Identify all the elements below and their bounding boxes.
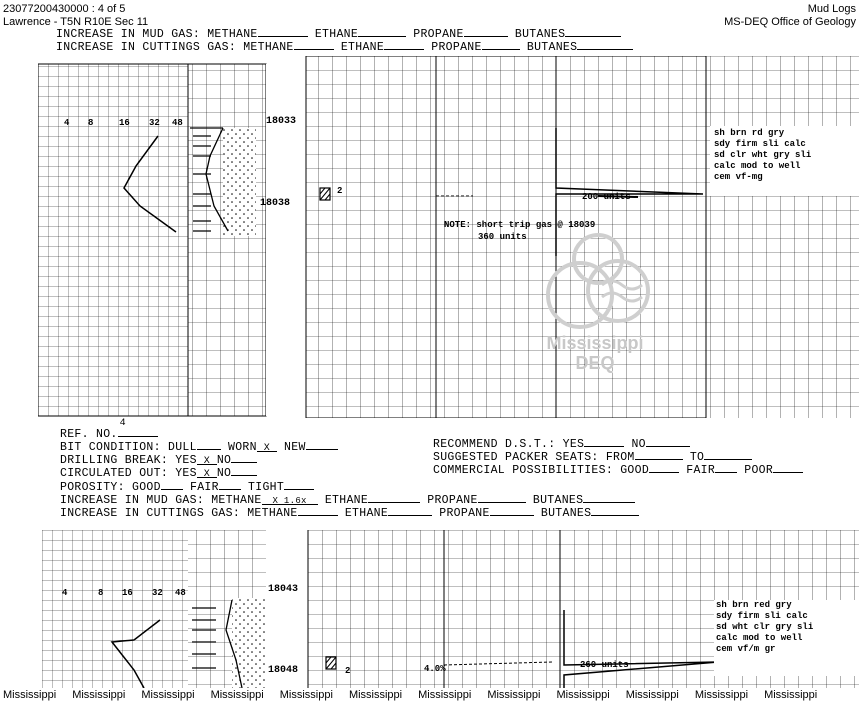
lower-lith-line: calc mod to well	[716, 633, 803, 643]
upper-lith-line: sh brn rd gry	[714, 128, 785, 138]
lower-sample-no: 2	[345, 666, 351, 676]
footer-item: Mississippi	[279, 689, 333, 701]
footer-item: Mississippi	[556, 689, 610, 701]
upper-depth-bottom: 18038	[260, 198, 291, 209]
new-label: NEW	[284, 441, 306, 454]
footer-item: Mississippi	[3, 689, 57, 701]
lower-lithology-description	[716, 600, 813, 655]
location-text: Lawrence - T5N R10E Sec 11	[3, 16, 149, 28]
worn-mark: X	[263, 443, 270, 454]
mid-mud-gas-methane-value: X 1.6x	[272, 496, 307, 506]
mid-form	[40, 418, 840, 530]
drilling-break-yes: YES	[175, 454, 197, 467]
upper-lith-line: calc mod to well	[714, 161, 801, 171]
upper-scale-48: 48	[172, 118, 183, 128]
upper-gas-value: 200 units	[582, 192, 631, 202]
circulated-yes-mark: X	[203, 469, 210, 480]
mid-mud-gas-butanes: BUTANES	[532, 494, 584, 507]
worn-label: WORN	[228, 441, 257, 454]
footer-item: Mississippi	[625, 689, 679, 701]
footer-watermark-strip	[0, 689, 859, 701]
mid-cuttings-label: INCREASE IN CUTTINGS GAS: METHANE	[60, 507, 298, 520]
top-mud-gas-butanes: BUTANES	[514, 28, 566, 41]
top-mud-gas-ethane: ETHANE	[314, 28, 359, 41]
watermark-line2: DEQ	[575, 353, 615, 373]
top-mud-gas-propane: PROPANE	[413, 28, 464, 41]
upper-lith-line: sd clr wht gry sli	[714, 150, 812, 160]
dst-label: RECOMMEND D.S.T.:	[433, 438, 556, 451]
circulated-out-yes: YES	[175, 467, 197, 480]
footer-item: Mississippi	[694, 689, 749, 701]
mdeq-logo-icon	[530, 225, 660, 335]
commercial-label: COMMERCIAL POSSIBILITIES: GOOD	[433, 464, 650, 477]
office-text: MS-DEQ Office of Geology	[724, 16, 856, 28]
lower-lith-line: sd wht clr gry sli	[716, 622, 814, 632]
lower-gas-pct: 4.0%	[424, 664, 446, 674]
footer-item: Mississippi	[141, 689, 195, 701]
watermark-line1: Mississippi	[546, 333, 644, 353]
lower-depth-top: 18043	[268, 584, 299, 595]
upper-scale-16: 16	[119, 118, 130, 128]
top-cuttings-ethane: ETHANE	[340, 41, 385, 54]
drilling-yes-mark: X	[203, 456, 210, 467]
document-id: 23077200430000 : 4 of 5	[3, 3, 126, 15]
drilling-break-no: NO	[216, 454, 232, 467]
mid-mud-gas-ethane: ETHANE	[324, 494, 369, 507]
footer-item: Mississippi	[764, 689, 818, 701]
upper-lith-line: sdy firm sli calc	[714, 139, 806, 149]
mdeq-watermark	[530, 225, 660, 375]
upper-depth-top: 18033	[266, 116, 297, 127]
porosity-label: POROSITY: GOOD	[60, 481, 161, 494]
packer-seats-to: TO	[689, 451, 705, 464]
mid-cuttings-butanes: BUTANES	[540, 507, 592, 520]
dst-yes: YES	[562, 438, 585, 451]
mid-cuttings-propane: PROPANE	[439, 507, 490, 520]
commercial-poor: POOR	[744, 464, 774, 477]
upper-sample-no: 2	[337, 186, 343, 196]
upper-scale-32: 32	[149, 118, 160, 128]
ref-no-label: REF. NO.	[60, 428, 118, 441]
lower-scale-48: 48	[175, 588, 186, 598]
circulated-out-no: NO	[216, 467, 232, 480]
lower-scale-32: 32	[152, 588, 163, 598]
porosity-fair: FAIR	[190, 481, 219, 494]
lower-lith-line: cem vf/m gr	[716, 644, 776, 654]
upper-grid-drawing	[38, 56, 859, 418]
top-cuttings-label: INCREASE IN CUTTINGS GAS: METHANE	[56, 41, 294, 54]
footer-item: Mississippi	[487, 689, 541, 701]
bit-condition-label: BIT CONDITION: DULL	[60, 441, 197, 454]
upper-lith-line: cem vf-mg	[714, 172, 763, 182]
packer-seats-label: SUGGESTED PACKER SEATS: FROM	[433, 451, 635, 464]
top-cuttings-propane: PROPANE	[431, 41, 482, 54]
mid-mud-gas-label: INCREASE IN MUD GAS: METHANE	[60, 494, 262, 507]
mid-mud-gas-propane: PROPANE	[427, 494, 478, 507]
lower-scale-8: 8	[98, 588, 104, 598]
drilling-break-label: DRILLING BREAK:	[60, 454, 169, 467]
commercial-fair: FAIR	[686, 464, 716, 477]
upper-scale-4: 4	[64, 118, 70, 128]
ref-no-value: 4	[119, 418, 126, 429]
footer-item: Mississippi	[348, 689, 403, 701]
lower-gas-value: 260 units	[580, 660, 629, 670]
footer-item: Mississippi	[210, 689, 264, 701]
lower-scale-16: 16	[122, 588, 133, 598]
mid-cuttings-ethane: ETHANE	[344, 507, 389, 520]
upper-note-line1: NOTE: short trip gas @ 18039	[444, 220, 596, 230]
circulated-out-label: CIRCULATED OUT:	[60, 467, 169, 480]
lower-lith-line: sdy firm sli calc	[716, 611, 808, 621]
footer-item: Mississippi	[72, 689, 126, 701]
lower-scale-4: 4	[62, 588, 68, 598]
category-text: Mud Logs	[807, 3, 856, 15]
lower-depth-bottom: 18048	[268, 665, 299, 676]
lower-lith-line: sh brn red gry	[716, 600, 792, 610]
top-cuttings-butanes: BUTANES	[526, 41, 578, 54]
footer-item: Mississippi	[418, 689, 472, 701]
porosity-tight: TIGHT	[248, 481, 285, 494]
dst-no: NO	[631, 438, 646, 451]
upper-scale-8: 8	[88, 118, 94, 128]
upper-note-line2: 360 units	[478, 232, 527, 242]
upper-log-track	[38, 56, 859, 418]
top-mud-gas-label: INCREASE IN MUD GAS: METHANE	[56, 28, 258, 41]
upper-lithology-description	[714, 128, 811, 183]
